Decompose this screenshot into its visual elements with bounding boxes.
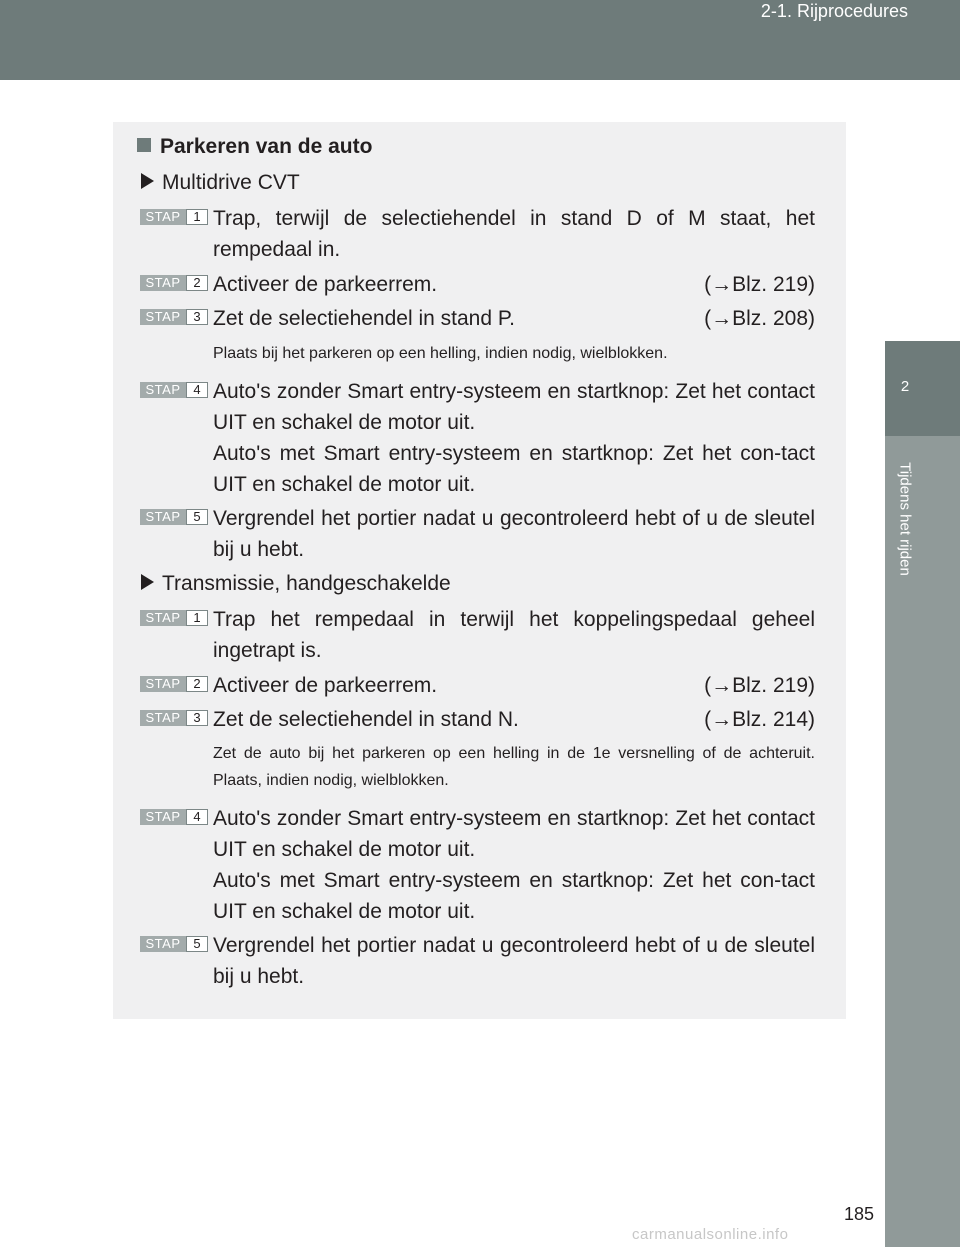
step-text: Trap, terwijl de selectiehendel in stand D of M staat, het rempedaal in.	[213, 207, 815, 261]
step-item	[140, 930, 815, 992]
section-title: Parkeren van de auto	[160, 135, 373, 158]
triangle-bullet-icon	[141, 574, 154, 590]
step-badge: STAP 5	[140, 936, 208, 952]
step-text: Vergrendel het portier nadat u gecontroleerd hebt of u de sleutel bij u hebt.	[213, 507, 815, 561]
step-text-continued: Auto's met Smart entry-systeem en startknop: Zet het con-tact UIT en schakel de motor uit.	[213, 869, 815, 923]
chapter-tab	[885, 341, 960, 436]
step-item	[140, 269, 815, 300]
step-text: Zet de selectiehendel in stand P. (→Blz. 208)	[213, 303, 815, 334]
page-reference: (→Blz. 208)	[704, 307, 815, 330]
step-text: Auto's zonder Smart entry-systeem en startknop: Zet het contact UIT en schakel de motor uit.	[213, 380, 815, 434]
step-item	[140, 803, 815, 927]
step-badge: STAP 3	[140, 309, 208, 325]
chapter-title: 2-1. Rijprocedures	[760, 1, 908, 21]
step-item	[140, 203, 815, 265]
step-text-continued: Auto's met Smart entry-systeem en startknop: Zet het con-tact UIT en schakel de motor uit.	[213, 442, 815, 496]
step-text: Activeer de parkeerrem. (→Blz. 219)	[213, 670, 815, 701]
step-item	[140, 604, 815, 666]
group-label: Multidrive CVT	[162, 171, 300, 194]
step-note: Zet de auto bij het parkeren op een helling in de 1e versnelling of de achteruit. Plaats, indien nodig, wielblokken.	[213, 745, 815, 789]
step-text: Zet de selectiehendel in stand N. (→Blz. 214)	[213, 704, 815, 735]
group-heading	[141, 572, 451, 596]
step-badge: STAP 4	[140, 809, 208, 825]
step-item	[140, 376, 815, 500]
page-number: 185	[844, 1204, 875, 1224]
square-bullet-icon	[137, 138, 151, 152]
step-badge: STAP 3	[140, 710, 208, 726]
step-item	[140, 303, 815, 334]
step-text: Auto's zonder Smart entry-systeem en startknop: Zet het contact UIT en schakel de motor uit.	[213, 807, 815, 861]
step-badge: STAP 1	[140, 610, 208, 626]
step-badge: STAP 4	[140, 382, 208, 398]
group-label: Transmissie, handgeschakelde	[162, 572, 451, 595]
step-badge: STAP 1	[140, 209, 208, 225]
triangle-bullet-icon	[141, 173, 154, 189]
chapter-label: Tijdens het rijden	[896, 462, 914, 576]
step-item	[140, 503, 815, 565]
page-reference: (→Blz. 219)	[704, 674, 815, 697]
step-badge: STAP 2	[140, 275, 208, 291]
page-reference: (→Blz. 214)	[704, 708, 815, 731]
chapter-number: 2	[900, 378, 910, 395]
section-heading	[137, 135, 372, 159]
step-text: Trap het rempedaal in terwijl het koppelingspedaal geheel ingetrapt is.	[213, 608, 815, 662]
page-reference: (→Blz. 219)	[704, 273, 815, 296]
step-item	[140, 670, 815, 701]
step-item	[140, 704, 815, 735]
group-heading	[141, 171, 300, 195]
watermark: carmanualsonline.info	[632, 1226, 789, 1243]
step-text: Activeer de parkeerrem. (→Blz. 219)	[213, 269, 815, 300]
step-text: Vergrendel het portier nadat u gecontroleerd hebt of u de sleutel bij u hebt.	[213, 934, 815, 988]
page-header	[0, 0, 960, 80]
step-badge: STAP 5	[140, 509, 208, 525]
step-note: Plaats bij het parkeren op een helling, indien nodig, wielblokken.	[213, 345, 668, 362]
step-badge: STAP 2	[140, 676, 208, 692]
